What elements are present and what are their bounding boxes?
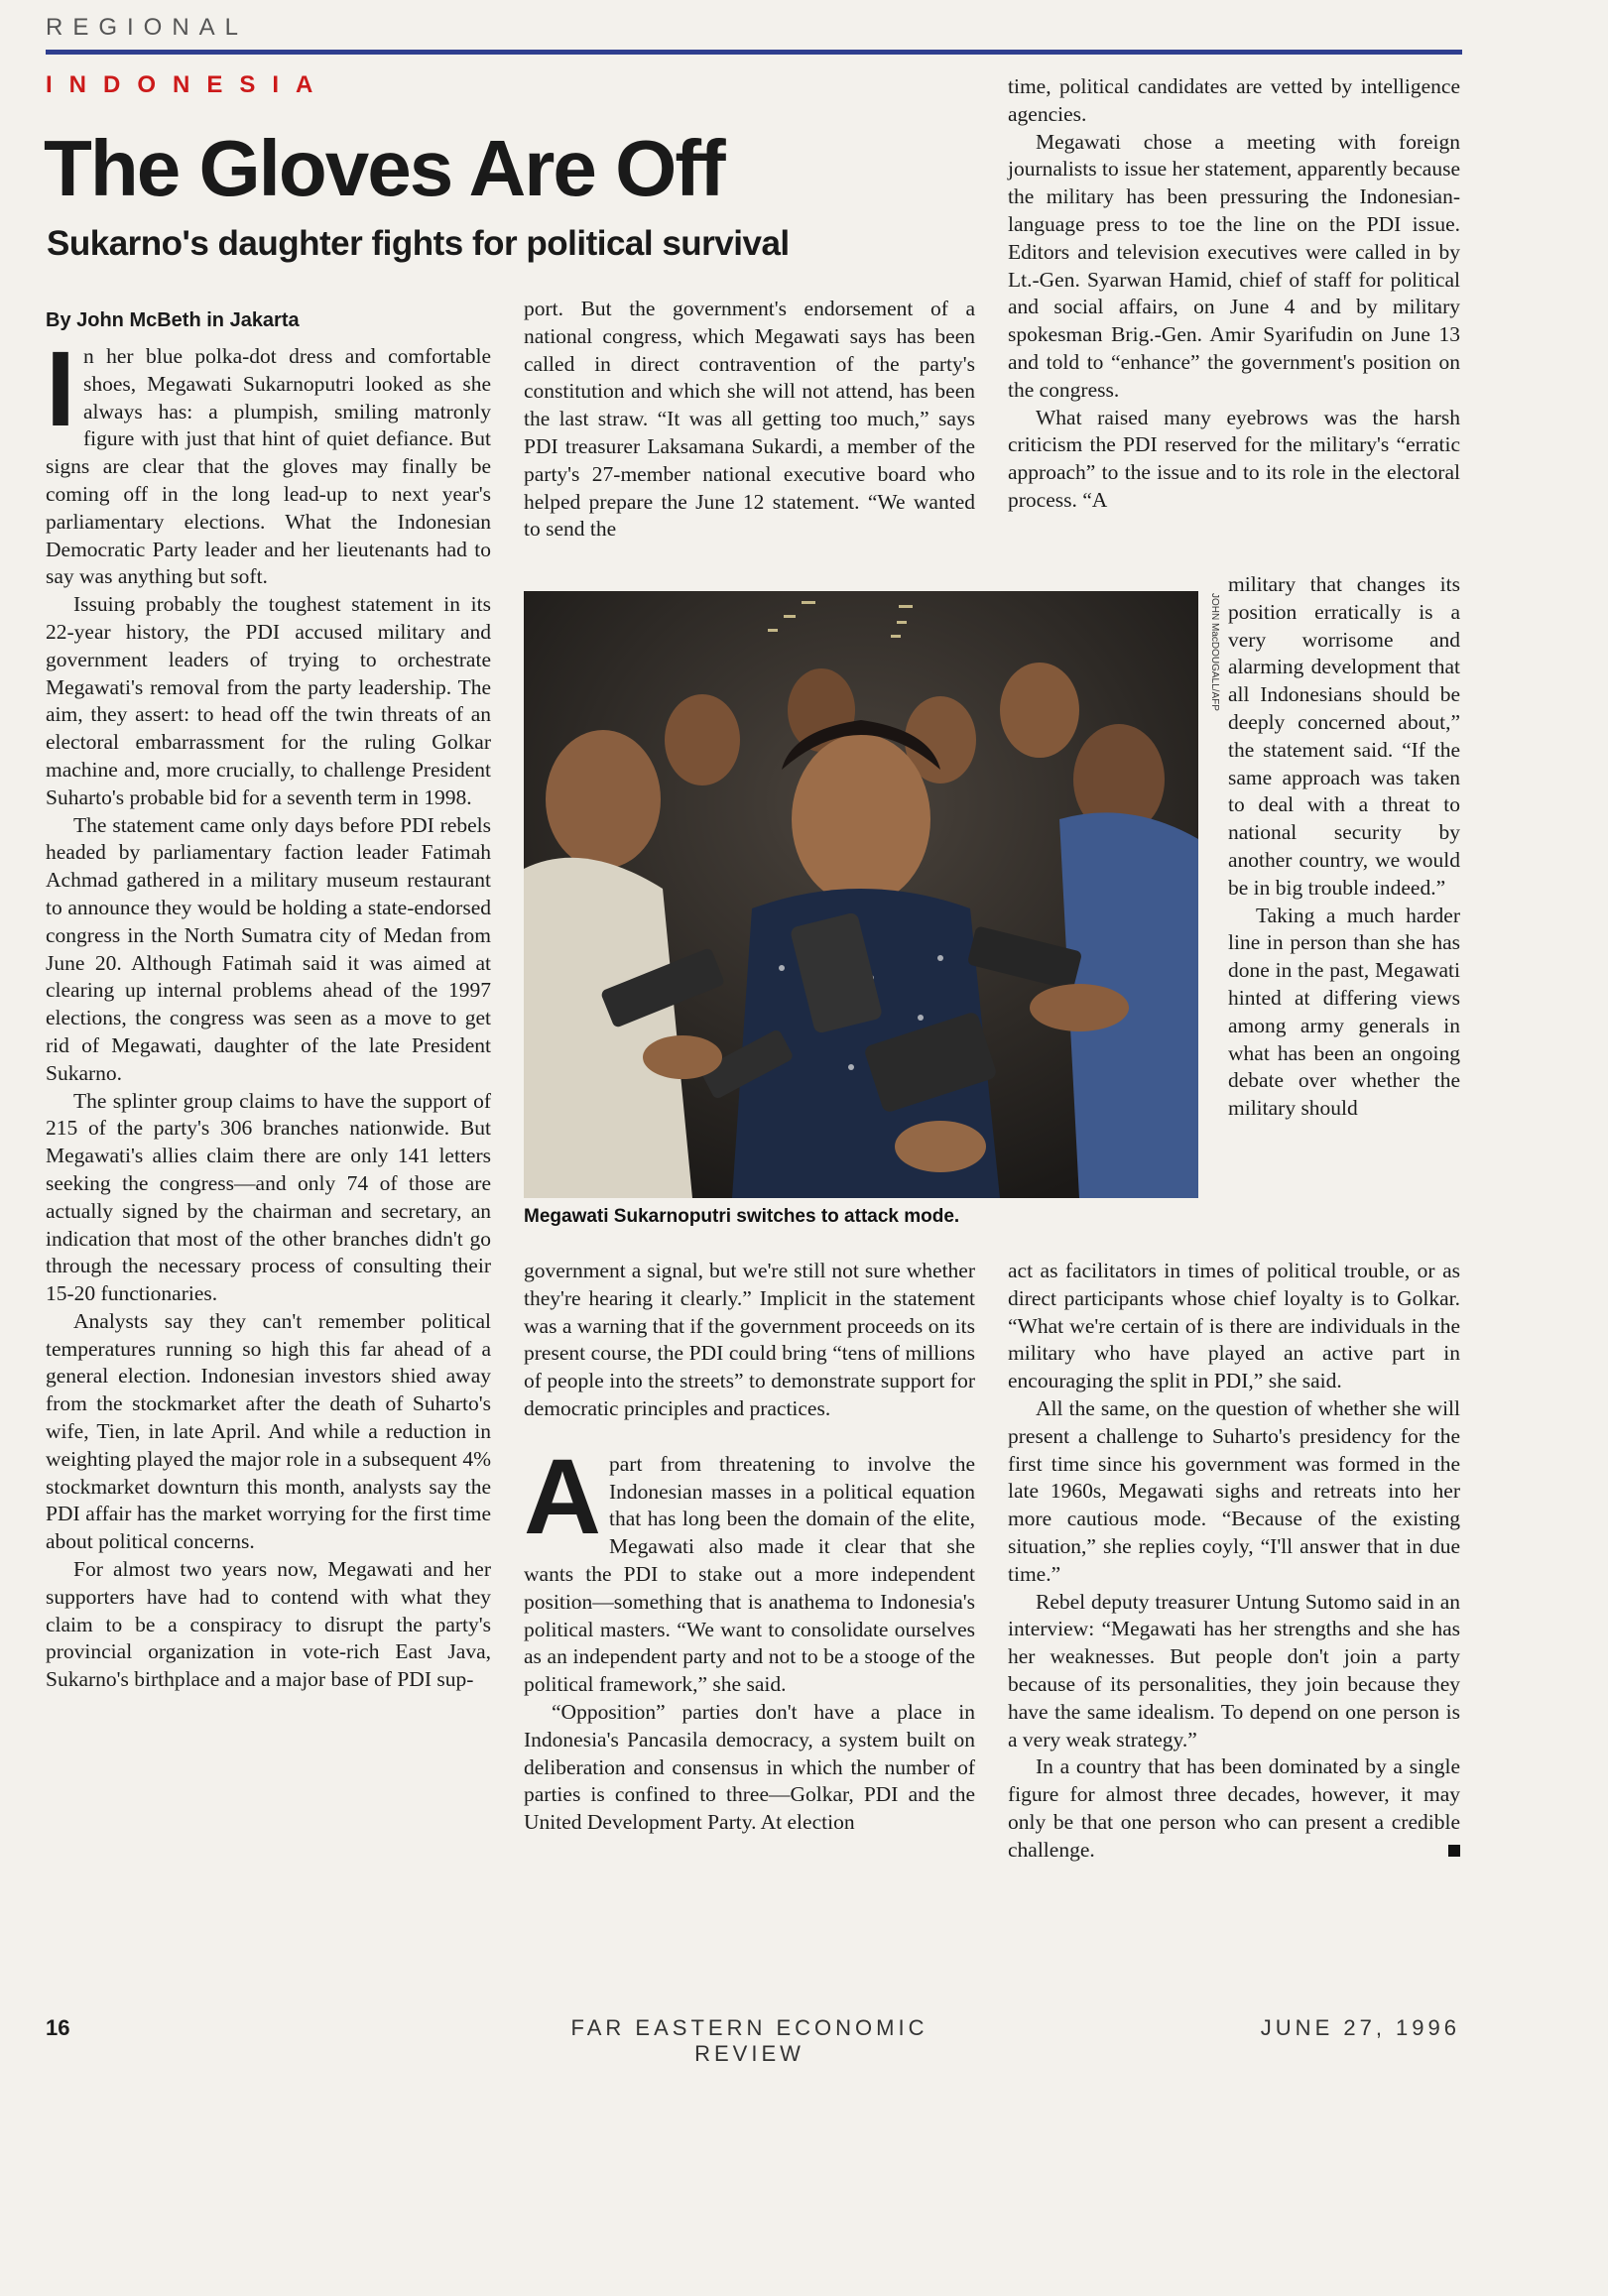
- photo-illustration: [524, 591, 1198, 1198]
- column-1: [46, 328, 491, 1694]
- paragraph: In a country that has been dominated by a single figure for almost three decades, however, it may only be that one person who can present a credible challenge.: [1008, 1754, 1460, 1862]
- page-number: 16: [46, 2015, 70, 2040]
- paragraph: time, political candidates are vetted by intelligence agencies.: [1008, 74, 1460, 126]
- byline: By John McBeth in Jakarta: [46, 309, 300, 331]
- column-3-top: [1008, 73, 1460, 515]
- paragraph: What raised many eyebrows was the harsh criticism the PDI reserved for the military's “erratic approach” to the issue and to its role in the electoral process. “A: [1008, 405, 1460, 512]
- paragraph: Analysts say they can't remember political temperatures running so high this far ahead of a general election. Indonesian investors shied away from the stockmarket after the death of Suharto's wife, Tien, in late April. And while a reduction in weighting played the major role in a subsequent 4% stockmarket downturn this month, analysts say the PDI affair has the market worrying for the first time about political concerns.: [46, 1308, 491, 1554]
- column-3-narrow: [1228, 571, 1460, 1123]
- column-3-bottom: [1008, 1258, 1460, 1865]
- top-rule: [46, 50, 1462, 55]
- headline: The Gloves Are Off: [44, 124, 724, 212]
- paragraph: All the same, on the question of whether she will present a challenge to Suharto's presidency for the first time since his government was formed in the late 1960s, Megawati sighs and retreats into her more cautious mode. “Because of the existing situation,” she replies coyly, “I'll answer that in due time.”: [1008, 1395, 1460, 1586]
- drop-cap: A: [524, 1435, 601, 1556]
- news-photo: [524, 591, 1198, 1198]
- photo-credit: JOHN MacDOUGALL/AFP: [1209, 593, 1220, 711]
- column-2-top: [524, 296, 975, 544]
- photo-caption: Megawati Sukarnoputri switches to attack mode.: [524, 1206, 960, 1227]
- paragraph: The statement came only days before PDI rebels headed by parliamentary faction leader Fatimah Achmad gathered in a military museum restaurant to announce they would be holding a state-endorsed congress in the North Sumatra city of Medan from June 20. Although Fatimah said it was aimed at clearing up internal problems ahead of the 1997 elections, the congress was seen as a move to get rid of Megawati, daughter of the late President Sukarno.: [46, 812, 491, 1085]
- paragraph: Rebel deputy treasurer Untung Sutomo said in an interview: “Megawati has her strengths and she has her weaknesses. But people don't join a party because of its personalities, they join because they have the same idealism. To depend on one person is a very weak strategy.”: [1008, 1589, 1460, 1752]
- section-label: REGIONAL: [46, 14, 249, 41]
- paragraph: Megawati chose a meeting with foreign journalists to issue her statement, apparently because the military has been pressuring the Indonesian-language press to toe the line on the PDI issue. Editors and television executives were called in by Lt.-Gen. Syarwan Hamid, chief of staff for political and social affairs, on June 4 and by military spokesman Brig.-Gen. Amir Syarifudin on June 13 and told to “enhance” the government's position on the congress.: [1008, 129, 1460, 402]
- paragraph: government a signal, but we're still not sure whether they're hearing it clearly.” Implicit in the statement was a warning that if the government proceeds on its present course, the PDI could bring “tens of millions of people into the streets” to demonstrate support for democratic principles and practices.: [524, 1259, 975, 1420]
- paragraph: The splinter group claims to have the support of 215 of the party's 306 branches nationwide. But Megawati's allies claim there are only 141 letters seeking the congress—and only 74 of those are actually signed by the chairman and secretary, an indication that most of the other branches didn't go through the necessary process of consulting their 15-20 functionaries.: [46, 1088, 491, 1306]
- paragraph: “Opposition” parties don't have a place in Indonesia's Pancasila democracy, a system built on deliberation and consensus in which the number of parties is confined to three—Golkar, PDI and the United Development Party. At election: [524, 1699, 975, 1835]
- paragraph: port. But the government's endorsement of a national congress, which Megawati says has been called in direct contravention of the party's constitution and which she will not attend, has been the last straw. “It was all getting too much,” says PDI treasurer Laksamana Sukardi, a member of the party's 27-member national executive board who helped prepare the June 12 statement. “We wanted to send the: [524, 297, 975, 542]
- paragraph: act as facilitators in times of political trouble, or as direct participants whose chief loyalty is to Golkar. “What we're certain of is there are individuals in the military who have played an active part in encouraging the split in PDI,” she said.: [1008, 1259, 1460, 1393]
- end-mark: [1448, 1845, 1460, 1857]
- issue-date: JUNE 27, 1996: [1260, 2015, 1460, 2040]
- paragraph: military that changes its position erratically is a very worrisome and alarming development that all Indonesians should be deeply concerned about,” the statement said. “If the same approach was taken to deal with a threat to national security by another country, we would be in big trouble indeed.”: [1228, 572, 1460, 900]
- paragraph: In her blue polka-dot dress and comfortable shoes, Megawati Sukarnoputri looked as she always has: a plumpish, smiling matronly figure with just that hint of quiet defiance. But signs are clear that the gloves may finally be coming off in the long lead-up to next year's parliamentary elections. What the Indonesian Democratic Party leader and her lieutenants had to say was anything but soft.: [46, 328, 491, 589]
- paragraph: For almost two years now, Megawati and her supporters have had to contend with what they claim to be a conspiracy to disrupt the party's provincial organization in vote-rich East Java, Sukarno's birthplace and a major base of PDI sup-: [46, 1557, 491, 1692]
- paragraph: Taking a much harder line in person than she has done in the past, Megawati hinted at differing views among army generals in what has been an ongoing debate over whether the military should: [1228, 903, 1460, 1121]
- drop-cap: I: [46, 328, 76, 448]
- paragraph: Apart from threatening to involve the Indonesian masses in a political equation that has long been the domain of the elite, Megawati also made it clear that she wants the PDI to stake out a more independent position—something that is anathema to Indonesia's political masters. “We want to consolidate ourselves as an independent party and not to be a stooge of the political framework,” she said.: [524, 1435, 975, 1697]
- publication-name: FAR EASTERN ECONOMIC REVIEW: [570, 2015, 928, 2066]
- subheadline: Sukarno's daughter fights for political survival: [47, 224, 790, 263]
- paragraph: Issuing probably the toughest statement in its 22-year history, the PDI accused military and government leaders of trying to orchestrate Megawati's removal from the party leadership. The aim, they assert: to head off the twin threats of an electoral embarrassment for the ruling Golkar machine and, more crucially, to challenge President Suharto's probable bid for a seventh term in 1998.: [46, 592, 491, 809]
- country-kicker: INDONESIA: [46, 71, 330, 98]
- column-2-bottom: [524, 1258, 975, 1837]
